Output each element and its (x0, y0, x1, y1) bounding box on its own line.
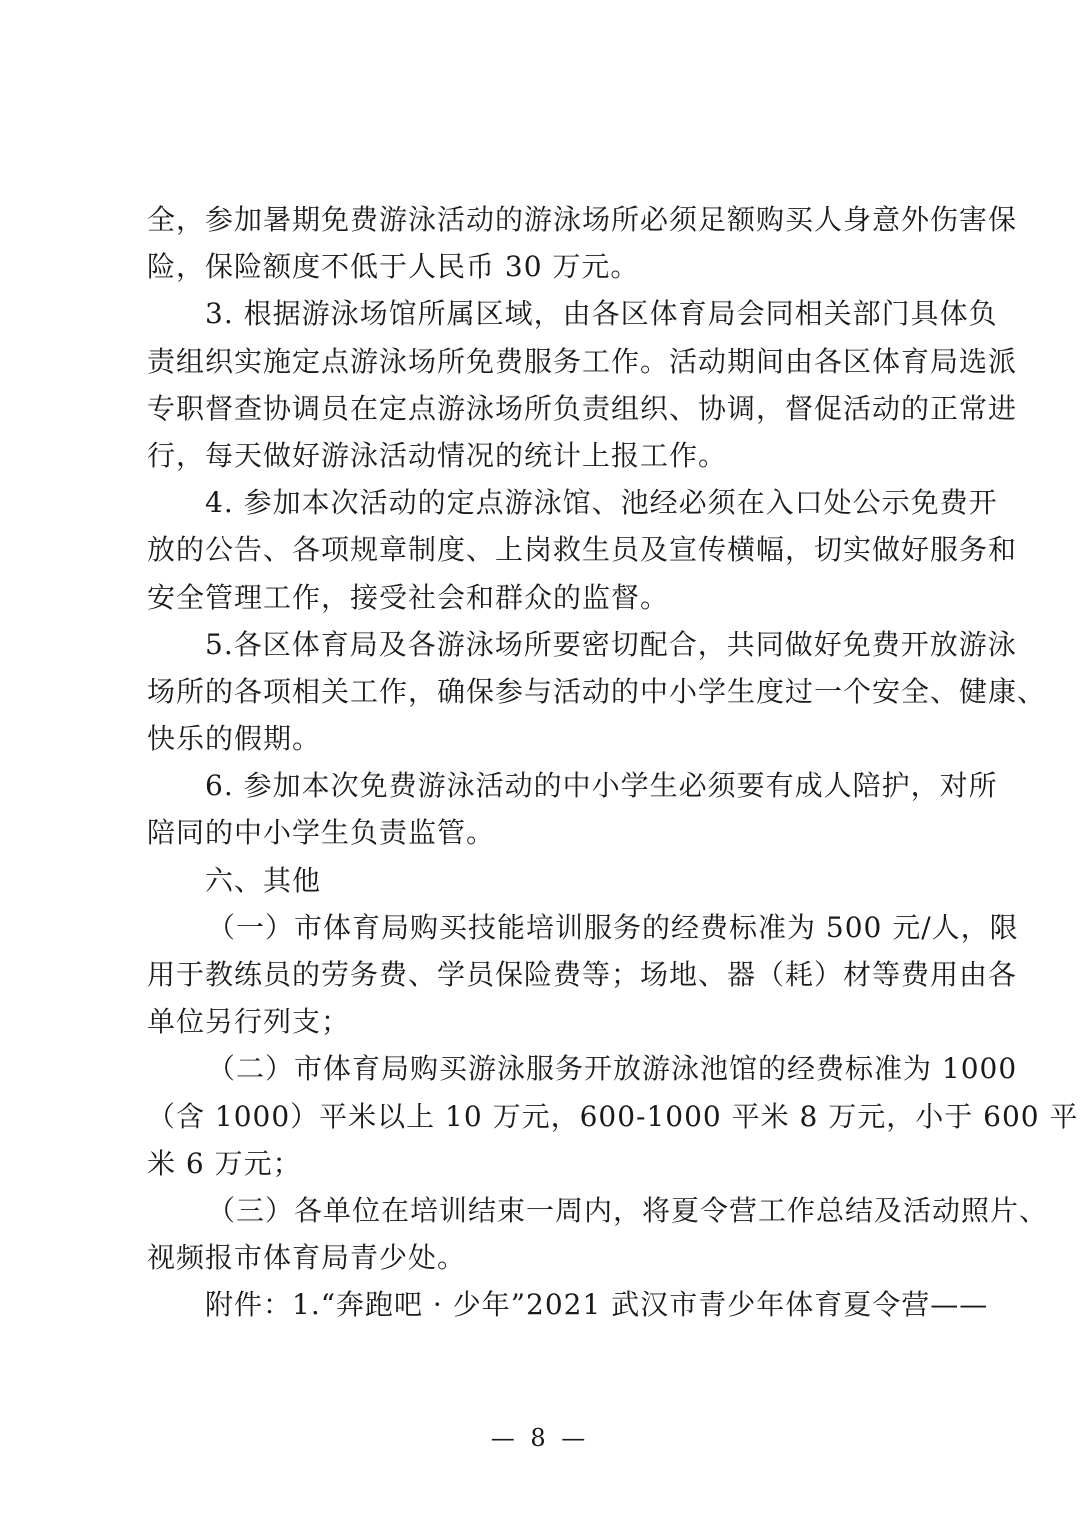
text-line: （二）市体育局购买游泳服务开放游泳池馆的经费标准为 1000 (207, 1052, 1018, 1086)
text-line: （一）市体育局购买技能培训服务的经费标准为 500 元/人，限 (207, 910, 1019, 944)
text-line: 视频报市体育局青少处。 (147, 1241, 467, 1275)
text-line: 放的公告、各项规章制度、上岗救生员及宣传横幅，切实做好服务和 (147, 533, 1018, 567)
page-number: — 8 — (490, 1424, 590, 1452)
text-line: 场所的各项相关工作，确保参与活动的中小学生度过一个安全、健康、 (147, 674, 1047, 708)
text-line: （含 1000）平米以上 10 万元，600-1000 平米 8 万元，小于 600 平 (147, 1099, 1079, 1133)
text-line: 专职督查协调员在定点游泳场所负责组织、协调，督促活动的正常进 (147, 391, 1018, 425)
text-line: 用于教练员的劳务费、学员保险费等；场地、器（耗）材等费用由各 (147, 958, 1018, 991)
text-line: 6. 参加本次免费游泳活动的中小学生必须要有成人陪护，对所 (205, 769, 998, 803)
text-line: 陪同的中小学生负责监管。 (147, 816, 496, 850)
text-line: 4. 参加本次活动的定点游泳馆、池经必须在入口处公示免费开 (205, 486, 998, 520)
text-line: （三）各单位在培训结束一周内，将夏令营工作总结及活动照片、 (207, 1193, 1049, 1227)
text-line: 单位另行列支； (147, 1005, 351, 1039)
attachment-line: 附件：1.“奔跑吧 · 少年”2021 武汉市青少年体育夏令营—— (205, 1288, 989, 1322)
text-line: 5.各区体育局及各游泳场所要密切配合，共同做好免费开放游泳 (205, 627, 1017, 661)
text-line: 险，保险额度不低于人民币 30 万元。 (147, 250, 640, 284)
text-line: 快乐的假期。 (147, 722, 322, 756)
text-line: 行，每天做好游泳活动情况的统计上报工作。 (147, 438, 728, 472)
text-line: 全，参加暑期免费游泳活动的游泳场所必须足额购买人身意外伤害保 (147, 203, 1018, 236)
text-line: 3. 根据游泳场馆所属区域，由各区体育局会同相关部门具体负 (205, 297, 998, 331)
text-line: 米 6 万元； (147, 1146, 302, 1180)
text-line: 责组织实施定点游泳场所免费服务工作。活动期间由各区体育局选派 (147, 344, 1018, 378)
text-line: 安全管理工作，接受社会和群众的监督。 (147, 580, 670, 614)
section-heading: 六、其他 (205, 863, 322, 897)
body-text (147, 196, 1079, 1329)
